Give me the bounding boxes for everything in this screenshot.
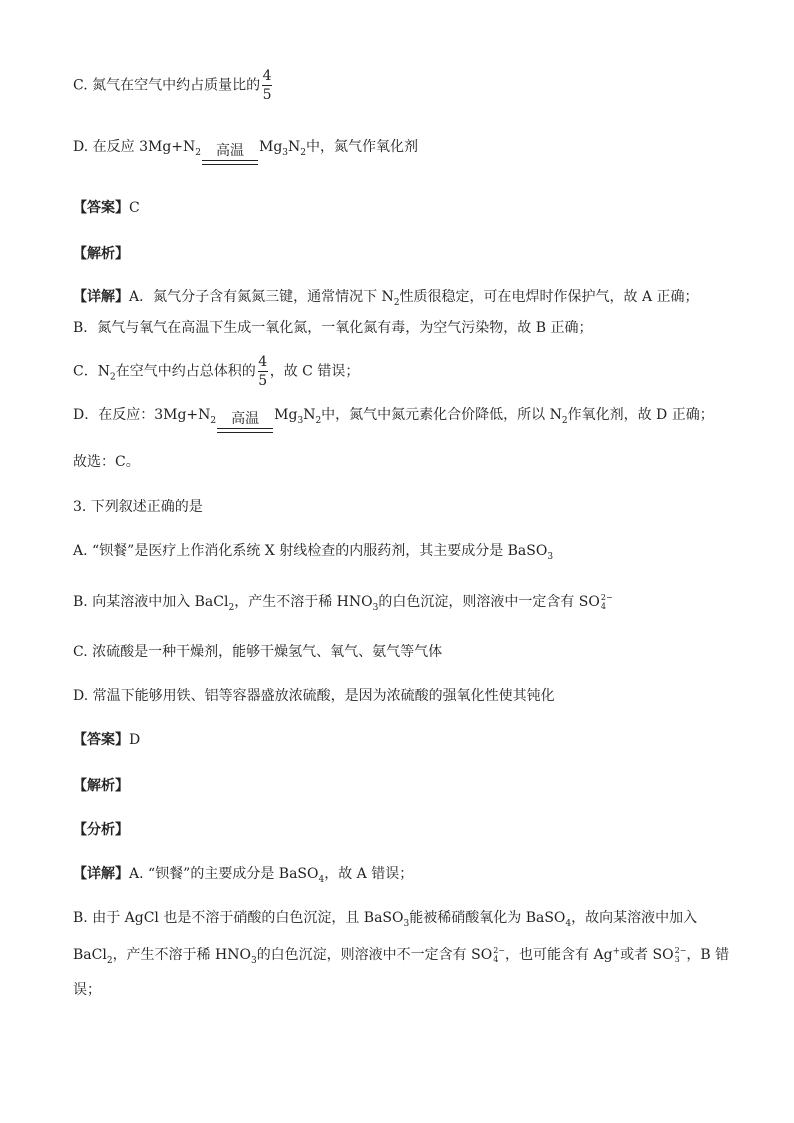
sub: 3	[674, 955, 680, 964]
fenxi-label: 【分析】	[73, 822, 129, 838]
sulfite-ion-script	[675, 946, 687, 964]
sub: 4	[565, 918, 572, 929]
sub: 2	[106, 955, 113, 966]
formula-n: N	[288, 139, 301, 155]
answer-label: 【答案】	[73, 200, 129, 216]
q3-b-mid2: 的白色沉淀，则溶液中一定含有 SO	[378, 594, 600, 610]
sub: 2	[300, 147, 307, 158]
q3-option-a	[73, 541, 553, 561]
condition-label: 高温	[231, 411, 260, 427]
charge: 2−	[674, 946, 687, 955]
detail-c1-prefix: C．N	[73, 363, 110, 380]
sub: 3	[250, 955, 257, 966]
detail2-a-prefix: A. “钡餐”的主要成分是 BaSO	[129, 866, 319, 882]
equals-sign	[217, 428, 273, 433]
detail2-b3: 误；	[73, 982, 101, 998]
detail-b1: B．氮气与氧气在高温下生成一氧化氮，一氧化氮有毒，为空气污染物，故 B 正确；	[73, 320, 593, 336]
detail-a1	[73, 287, 699, 307]
detail-d1-prefix: D．在反应：3Mg+N	[73, 407, 211, 423]
frac-bar	[258, 371, 268, 372]
detail2-a	[73, 864, 413, 884]
formula-mg: Mg	[274, 407, 298, 423]
detail-c1-suffix: ，故 C 错误；	[269, 363, 360, 380]
detail2-b2-prefix: BaCl	[73, 947, 107, 963]
condition-label: 高温	[216, 143, 244, 159]
option-d-text: D. 在反应 3Mg+N	[73, 139, 196, 155]
detail2-b1-prefix: B. 由于 AgCl 也是不溶于硝酸的白色沉淀，且 BaSO	[73, 910, 404, 926]
option-d	[73, 137, 418, 165]
fraction-4-5	[262, 68, 272, 103]
formula-mg: Mg	[259, 139, 283, 155]
q3-option-c: C. 浓硫酸是一种干燥剂，能够干燥氢气、氧气、氨气等气体	[73, 644, 443, 660]
option-d-suffix: 中，氮气作氧化剂	[306, 139, 419, 155]
detail-label: 【详解】	[73, 866, 129, 882]
sub: 3	[282, 147, 289, 158]
frac-num: 4	[258, 354, 268, 370]
sub: 2	[393, 297, 400, 308]
detail-d1-suffix1: 中，氮气中氮元素化合价降低，所以 N	[321, 407, 562, 423]
sub: 2	[228, 602, 235, 613]
detail2-b2-mid4: 或者 SO	[620, 947, 674, 963]
q3-b-mid1: ，产生不溶于稀 HNO	[234, 594, 373, 610]
choose-line: 故选：C。	[73, 454, 140, 470]
frac-num: 4	[262, 68, 272, 84]
option-c	[73, 68, 274, 103]
charge: 2−	[600, 593, 613, 602]
detail2-b2-mid2: 的白色沉淀，则溶液中不一定含有 SO	[256, 947, 493, 963]
detail2-b2-suffix: ，B 错	[686, 947, 730, 963]
sub: 3	[403, 918, 410, 929]
detail2-a-suffix: ，故 A 错误；	[324, 866, 414, 882]
q3-b-prefix: B. 向某溶液中加入 BaCl	[73, 594, 229, 610]
charge: 2−	[493, 946, 506, 955]
fraction-4-5	[258, 354, 268, 389]
sub: 3	[297, 415, 304, 426]
detail-a1-text: A．氮气分子含有氮氮三键，通常情况下 N	[129, 289, 394, 305]
answer-line-1	[73, 198, 140, 218]
answer-label: 【答案】	[73, 732, 129, 748]
detail2-b2-mid3: ，也可能含有 Ag	[505, 947, 613, 963]
sub: 4	[493, 955, 499, 964]
detail-d1-suffix2: 作氧化剂，故 D 正确；	[567, 407, 714, 423]
formula-n: N	[303, 407, 316, 423]
q3-option-b	[73, 592, 613, 612]
frac-den: 5	[262, 87, 272, 103]
q3-option-d: D. 常温下能够用铁、铝等容器盛放浓硫酸，是因为浓硫酸的强氧化性使其钝化	[73, 688, 555, 704]
detail2-b1-suffix: ，故向某溶液中加入	[571, 910, 698, 926]
analysis-label: 【解析】	[73, 778, 129, 794]
option-c-text: C. 氮气在空气中约占质量比的	[73, 77, 261, 94]
detail2-b2-mid1: ，产生不溶于稀 HNO	[112, 947, 251, 963]
detail-label: 【详解】	[73, 289, 129, 305]
q3-a-text: A. “钡餐”是医疗上作消化系统 X 射线检查的内服药剂，其主要成分是 BaSO	[73, 543, 548, 559]
sub: 2	[561, 415, 568, 426]
reaction-condition	[217, 411, 273, 433]
detail-d1	[73, 405, 714, 433]
detail2-b1-mid: 能被稀硝酸氧化为 BaSO	[409, 910, 566, 926]
equals-sign	[202, 160, 258, 165]
answer-value: C	[129, 200, 140, 216]
sub: 2	[210, 415, 217, 426]
sub: 4	[318, 874, 325, 885]
analysis-label: 【解析】	[73, 246, 129, 262]
sub: 2	[315, 415, 322, 426]
reaction-condition	[202, 143, 258, 165]
detail-c1	[73, 354, 359, 389]
sulfate-ion-script	[601, 593, 613, 611]
sulfate-ion-script	[493, 946, 505, 964]
sub: 3	[547, 551, 554, 562]
sub: 3	[372, 602, 379, 613]
sub: 2	[109, 372, 116, 383]
detail-c1-mid: 在空气中约占总体积的	[115, 363, 256, 380]
sub: 4	[600, 602, 606, 611]
detail2-b2	[73, 945, 729, 965]
frac-bar	[262, 85, 272, 86]
answer-line-2	[73, 730, 140, 750]
question-3-title: 3. 下列叙述正确的是	[73, 499, 203, 515]
sub: 2	[195, 147, 201, 158]
frac-den: 5	[258, 373, 268, 389]
detail2-b1	[73, 908, 697, 928]
sup: +	[612, 946, 621, 957]
answer-value: D	[129, 732, 141, 748]
detail-a1-suffix: 性质很稳定，可在电焊时作保护气，故 A 正确；	[399, 289, 699, 305]
